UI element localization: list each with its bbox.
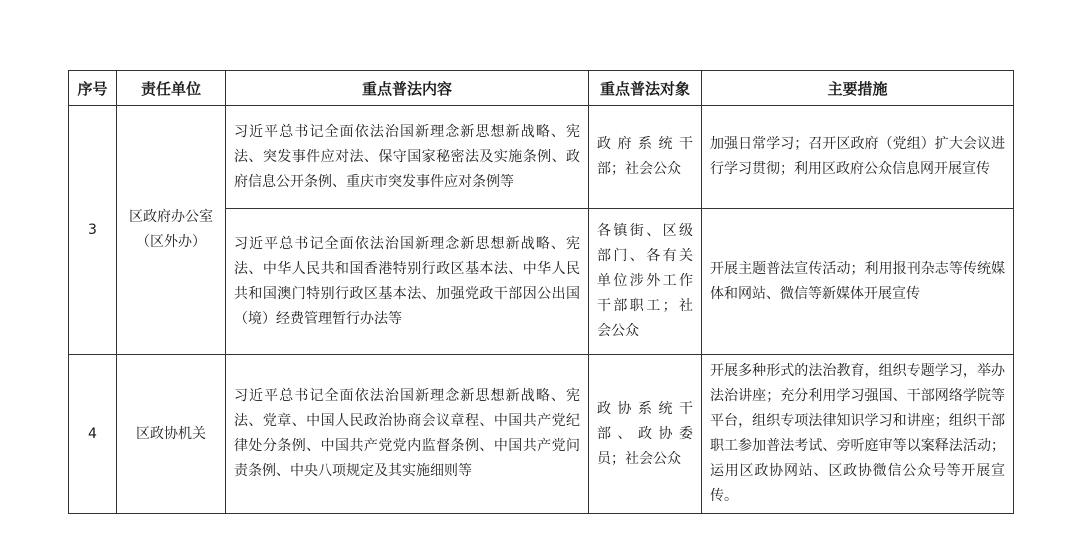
serial-cell: 4 [69,355,117,514]
measures-cell: 开展多种形式的法治教育，组织专题学习，举办法治讲座；充分利用学习强国、干部网络学院等平台，组织专项法律知识学习和讲座；组织干部职工参加普法考试、旁听庭审等以案释法活动；运用区政协网站、区政协微信公众号等开展宣传。 [702,355,1014,514]
unit-cell: 区政协机关 [117,355,226,514]
header-measures: 主要措施 [702,71,1014,106]
header-content: 重点普法内容 [226,71,589,106]
law-education-table [68,70,1014,514]
measures-cell: 开展主题普法宣传活动；利用报刊杂志等传统媒体和网站、微信等新媒体开展宣传 [702,209,1014,355]
serial-cell: 3 [69,106,117,355]
target-cell: 政府系统干部；社会公众 [589,106,702,209]
table-row [69,355,1014,514]
target-cell: 各镇街、区级部门、各有关单位涉外工作干部职工；社会公众 [589,209,702,355]
content-cell: 习近平总书记全面依法治国新理念新思想新战略、宪法、党章、中国人民政治协商会议章程、中国共产党纪律处分条例、中国共产党党内监督条例、中国共产党问责条例、中央八项规定及其实施细则等 [226,355,589,514]
header-unit: 责任单位 [117,71,226,106]
content-cell: 习近平总书记全面依法治国新理念新思想新战略、宪法、突发事件应对法、保守国家秘密法及实施条例、政府信息公开条例、重庆市突发事件应对条例等 [226,106,589,209]
content-cell: 习近平总书记全面依法治国新理念新思想新战略、宪法、中华人民共和国香港特别行政区基本法、中华人民共和国澳门特别行政区基本法、加强党政干部因公出国（境）经费管理暂行办法等 [226,209,589,355]
header-serial: 序号 [69,71,117,106]
measures-cell: 加强日常学习；召开区政府（党组）扩大会议进行学习贯彻；利用区政府公众信息网开展宣传 [702,106,1014,209]
header-target: 重点普法对象 [589,71,702,106]
header-row [69,71,1014,106]
table-row [69,106,1014,209]
target-cell: 政协系统干部、政协委员；社会公众 [589,355,702,514]
unit-cell: 区政府办公室（区外办） [117,106,226,355]
